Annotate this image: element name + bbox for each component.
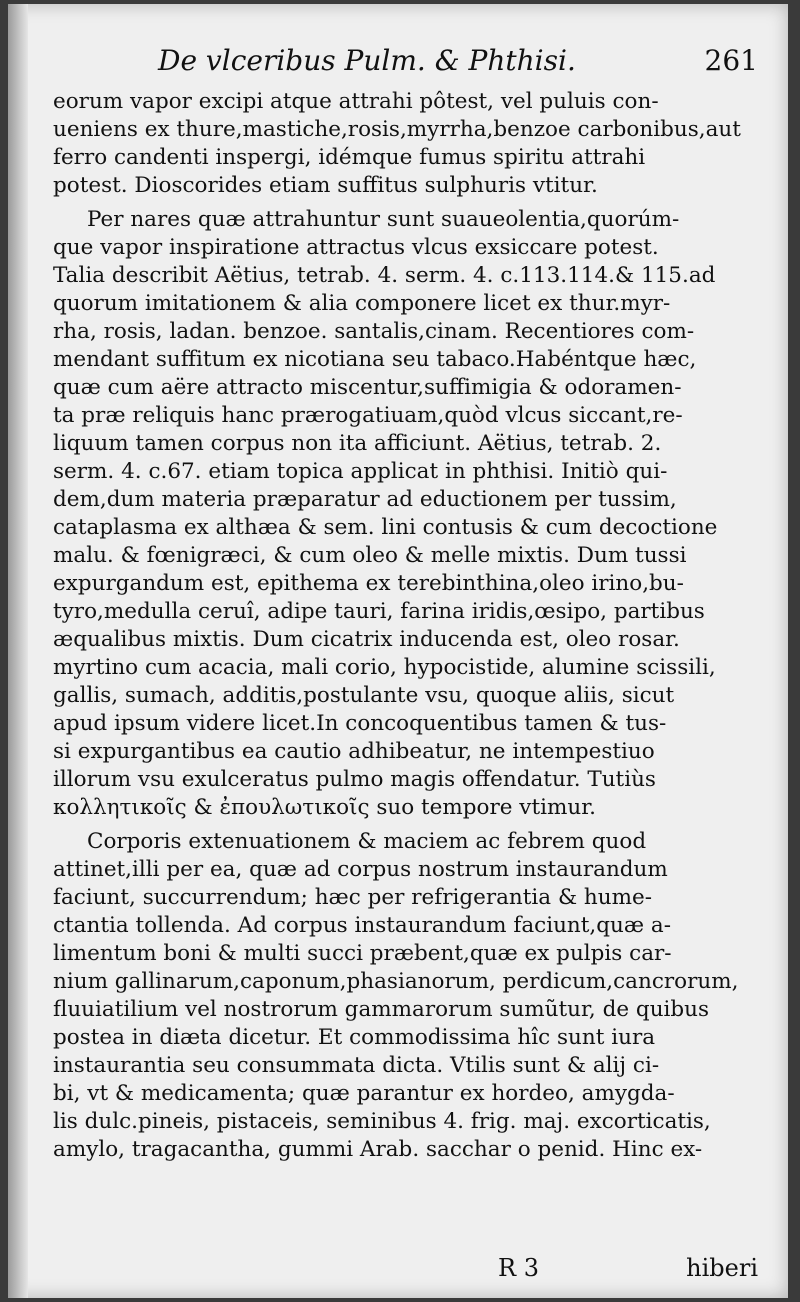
text-line: Per nares quæ attrahuntur sunt suaueolentia,quorúm- <box>87 207 680 232</box>
paragraph <box>53 206 773 822</box>
text-line: faciunt, succurrendum; hæc per refrigerantia & hume- <box>53 885 652 910</box>
text-line: nium gallinarum,caponum,phasianorum, perdicum,cancrorum, <box>53 969 739 994</box>
text-line: eorum vapor excipi atque attrahi pôtest, vel puluis con- <box>53 89 659 114</box>
text-line: apud ipsum videre licet.In concoquentibus tamen & tus- <box>53 711 667 736</box>
text-line: tyro,medulla ceruî, adipe tauri, farina iridis,œsipo, partibus <box>53 599 705 624</box>
running-header <box>158 44 758 84</box>
text-line: que vapor inspiratione attractus vlcus exsiccare potest. <box>53 235 659 260</box>
running-title: De vlceribus Pulm. & Phthisi. <box>158 44 576 77</box>
text-line: rha, rosis, ladan. benzoe. santalis,cinam. Recentiores com- <box>53 319 695 344</box>
text-line: si expurgantibus ea cautio adhibeatur, ne intempestiuo <box>53 739 655 764</box>
text-body <box>53 88 773 1164</box>
text-line: attinet,illi per ea, quæ ad corpus nostrum instaurandum <box>53 857 668 882</box>
text-line: instaurantia seu consummata dicta. Vtilis sunt & alij ci- <box>53 1053 660 1078</box>
text-line: potest. Dioscorides etiam suffitus sulphuris vtitur. <box>53 173 598 198</box>
text-line: expurgandum est, epithema ex terebinthina,oleo irino,bu- <box>53 571 684 596</box>
text-line: amylo, tragacantha, gummi Arab. sacchar o penid. Hinc ex- <box>53 1137 703 1162</box>
text-line: gallis, sumach, additis,postulante vsu, quoque aliis, sicut <box>53 683 675 708</box>
text-line: limentum boni & multi succi præbent,quæ ex pulpis car- <box>53 941 672 966</box>
text-line: dem,dum materia præparatur ad eductionem per tussim, <box>53 487 677 512</box>
text-line: ctantia tollenda. Ad corpus instaurandum faciunt,quæ a- <box>53 913 671 938</box>
text-line: malu. & fœnigræci, & cum oleo & melle mixtis. Dum tussi <box>53 543 687 568</box>
catchword: hiberi <box>686 1254 758 1282</box>
text-line: Talia describit Aëtius, tetrab. 4. serm. 4. c.113.114.& 115.ad <box>53 263 716 288</box>
text-line: liquum tamen corpus non ita afficiunt. Aëtius, tetrab. 2. <box>53 431 662 456</box>
text-line: æqualibus mixtis. Dum cicatrix inducenda est, oleo rosar. <box>53 627 680 652</box>
book-page <box>8 4 788 1298</box>
text-line: quæ cum aëre attracto miscentur,suffimigia & odoramen- <box>53 375 682 400</box>
text-line: mendant suffitum ex nicotiana seu tabaco.Habéntque hæc, <box>53 347 697 372</box>
paragraph <box>53 88 773 200</box>
text-line: quorum imitationem & alia componere licet ex thur.myr- <box>53 291 671 316</box>
text-line: cataplasma ex althæa & sem. lini contusis & cum decoctione <box>53 515 718 540</box>
signature-mark: R 3 <box>498 1254 539 1282</box>
paragraph <box>53 828 773 1164</box>
page-gutter-shadow <box>8 4 28 1298</box>
text-line: Corporis extenuationem & maciem ac febrem quod <box>87 829 647 854</box>
text-line: ferro candenti inspergi, idémque fumus spiritu attrahi <box>53 145 646 170</box>
text-line: fluuiatilium vel nostrorum gammarorum sumũtur, de quibus <box>53 997 710 1022</box>
text-line: lis dulc.pineis, pistaceis, seminibus 4. frig. maj. excorticatis, <box>53 1109 711 1134</box>
text-line: ta præ reliquis hanc prærogatiuam,quòd vlcus siccant,re- <box>53 403 683 428</box>
text-line: ueniens ex thure,mastiche,rosis,myrrha,benzoe carbonibus,aut <box>53 117 741 142</box>
page-number: 261 <box>704 44 758 77</box>
text-line: bi, vt & medicamenta; quæ parantur ex hordeo, amygda- <box>53 1081 675 1106</box>
text-line: illorum vsu exulceratus pulmo magis offendatur. Tutiùs <box>53 767 656 792</box>
text-line: κολλητικοῖς & ἐπουλωτικοῖς suo tempore vtimur. <box>53 795 596 820</box>
text-line: myrtino cum acacia, mali corio, hypocistide, alumine scissili, <box>53 655 716 680</box>
text-line: postea in diæta dicetur. Et commodissima hîc sunt iura <box>53 1025 656 1050</box>
text-line: serm. 4. c.67. etiam topica applicat in phthisi. Initiò qui- <box>53 459 668 484</box>
page-footer <box>438 1254 758 1290</box>
